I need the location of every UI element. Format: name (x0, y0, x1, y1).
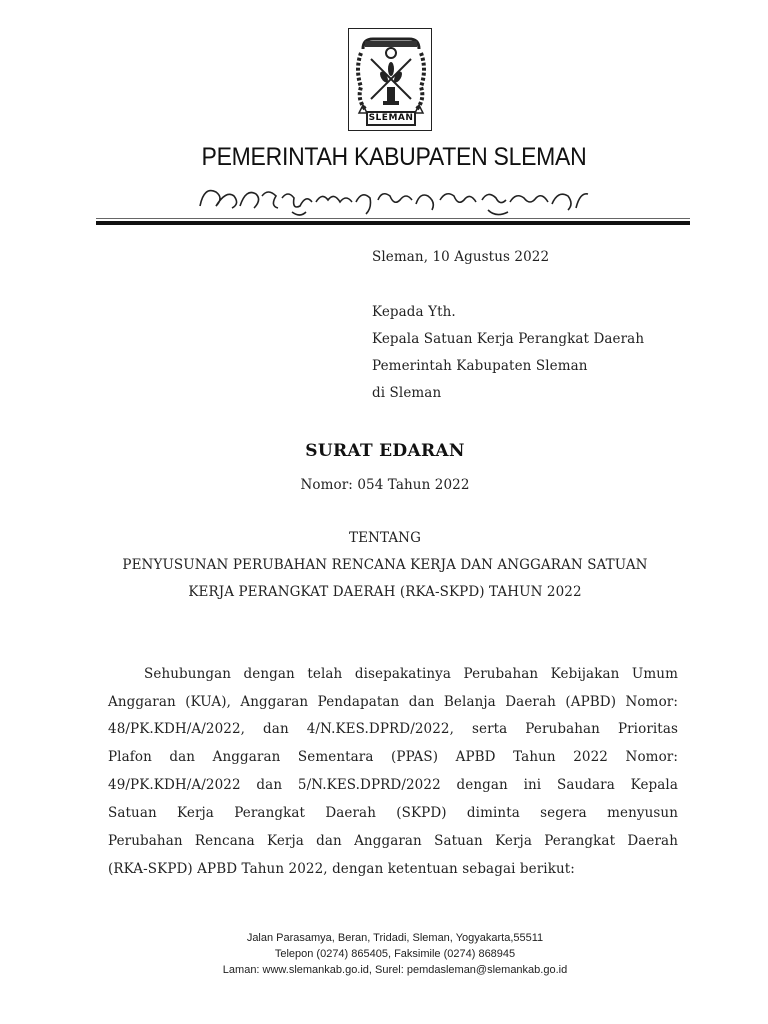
subject-label: TENTANG (349, 530, 421, 546)
body-line: Anggaran (KUA), Anggaran Pendapatan dan Belanja Daerah (APBD) Nomor: (108, 694, 678, 710)
body-line: Plafon dan Anggaran Sementara (PPAS) APBD Tahun 2022 Nomor: (108, 749, 678, 765)
body-line: 49/PK.KDH/A/2022 dan 5/N.KES.DPRD/2022 dengan ini Saudara Kepala (108, 777, 678, 793)
footer-web-email: Laman: www.slemankab.go.id, Surel: pemdasleman@slemankab.go.id (222, 964, 568, 976)
regency-logo (348, 28, 432, 131)
place-date: Sleman, 10 Agustus 2022 (372, 249, 550, 265)
body-line: Satuan Kerja Perangkat Daerah (SKPD) diminta segera menyusun (108, 805, 678, 821)
body-line: Sehubungan dengan telah disepakatinya Perubahan Kebijakan Umum (144, 666, 678, 682)
recipient-line: Kepada Yth. (372, 304, 456, 320)
recipient-line: Kepala Satuan Kerja Perangkat Daerah (372, 331, 645, 347)
subject-line: KERJA PERANGKAT DAERAH (RKA-SKPD) TAHUN 2022 (188, 584, 582, 600)
javanese-script-icon (196, 180, 596, 220)
footer-phone: Telepon (0274) 865405, Faksimile (0274) 868945 (274, 948, 516, 960)
recipient-line: di Sleman (372, 385, 442, 401)
letterhead-divider-thin (96, 218, 690, 219)
logo-label: SLEMAN (368, 113, 414, 123)
body-line: (RKA-SKPD) APBD Tahun 2022, dengan ketentuan sebagai berikut: (108, 861, 575, 877)
javanese-script-title (196, 180, 596, 220)
government-title: PEMERINTAH KABUPATEN SLEMAN (201, 143, 587, 171)
document-number: Nomor: 054 Tahun 2022 (300, 477, 470, 493)
recipient-line: Pemerintah Kabupaten Sleman (372, 358, 588, 374)
body-line: Perubahan Rencana Kerja dan Anggaran Satuan Kerja Perangkat Daerah (108, 833, 678, 849)
letterhead-divider-thick (96, 221, 690, 225)
body-line: 48/PK.KDH/A/2022, dan 4/N.KES.DPRD/2022, serta Perubahan Prioritas (108, 721, 678, 737)
footer-address: Jalan Parasamya, Beran, Tridadi, Sleman, Yogyakarta,55511 (246, 932, 544, 944)
document-type-heading: SURAT EDARAN (305, 441, 465, 461)
subject-line: PENYUSUNAN PERUBAHAN RENCANA KERJA DAN ANGGARAN SATUAN (122, 557, 648, 573)
